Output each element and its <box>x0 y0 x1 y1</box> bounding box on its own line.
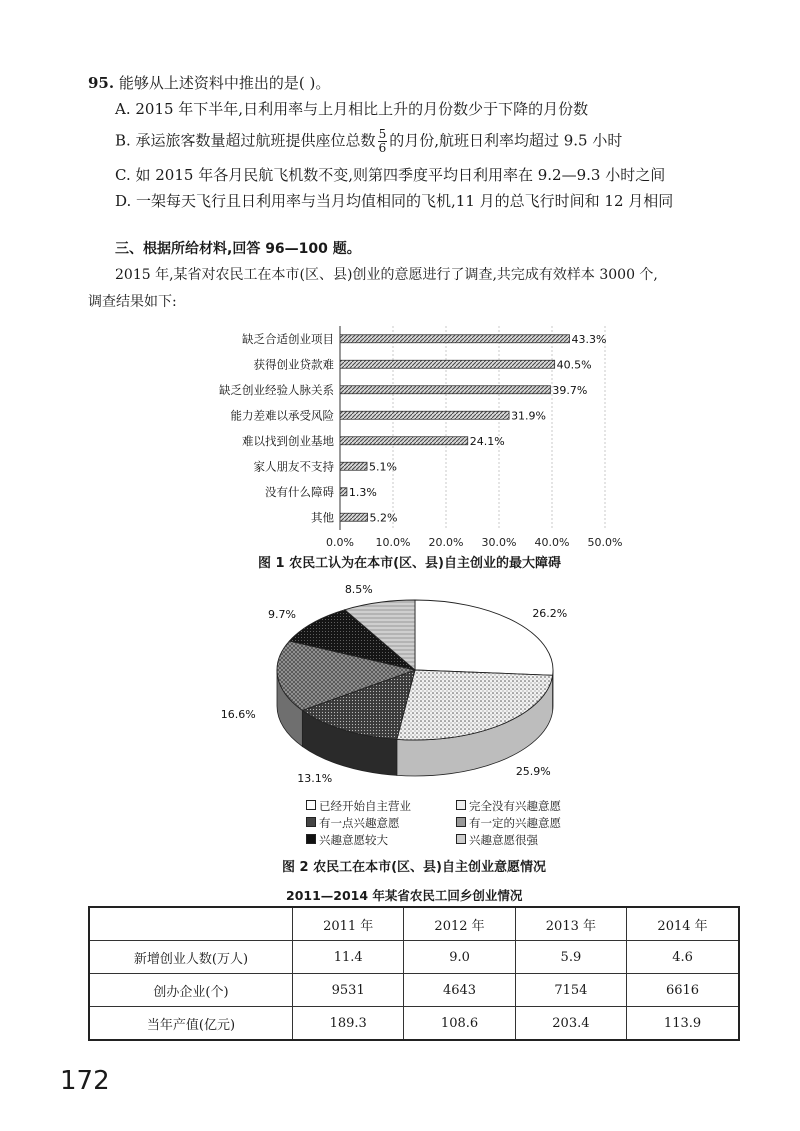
bar <box>340 462 367 470</box>
table-header-row <box>89 907 739 941</box>
question-95-stem <box>88 72 330 93</box>
option-b-fraction <box>378 128 388 155</box>
data-table <box>88 906 740 1041</box>
question-number: 95. <box>88 74 115 92</box>
fraction-numerator: 5 <box>378 127 387 141</box>
legend-swatch <box>306 834 316 844</box>
bar <box>340 488 347 496</box>
x-tick-label: 50.0% <box>587 536 623 549</box>
table-header-cell: 2011 年 <box>293 907 404 941</box>
table-title: 2011—2014 年某省农民工回乡创业情况 <box>286 888 523 903</box>
category-label: 家人朋友不支持 <box>253 459 334 474</box>
table-row <box>89 941 739 974</box>
legend-label: 已经开始自主营业 <box>319 799 411 813</box>
category-label: 能力差难以承受风险 <box>230 408 334 423</box>
table-header-cell: 2013 年 <box>515 907 626 941</box>
category-label: 缺乏合适创业项目 <box>242 331 334 346</box>
section-intro-line2: 调查结果如下: <box>88 294 177 310</box>
option-d: D. 一架每天飞行且日利用率与当月均值相同的飞机,11 月的总飞行时间和 12 月相同 <box>115 192 674 210</box>
legend-label: 完全没有兴趣意愿 <box>469 799 561 813</box>
category-label: 没有什么障碍 <box>265 484 334 499</box>
question-stem-text: 能够从上述资料中推出的是( )。 <box>118 74 331 92</box>
pie-value-label: 26.2% <box>532 606 568 620</box>
bar-value-label: 1.3% <box>348 485 377 499</box>
figure2-title: 图 2 农民工在本市(区、县)自主创业意愿情况 <box>282 860 546 875</box>
bar-value-label: 31.9% <box>511 409 547 423</box>
pie-value-label: 9.7% <box>268 607 296 621</box>
option-c: C. 如 2015 年各月民航飞机数不变,则第四季度平均日利用率在 9.2—9.3 小时之间 <box>115 166 666 184</box>
bar <box>340 411 509 419</box>
pie-chart <box>220 582 600 788</box>
x-tick-label: 0.0% <box>326 536 354 549</box>
bar <box>340 386 550 394</box>
bar <box>340 335 569 343</box>
legend-label: 有一定的兴趣意愿 <box>469 816 561 830</box>
bar-value-label: 40.5% <box>556 358 592 372</box>
legend-swatch <box>306 800 316 810</box>
bar <box>340 437 468 445</box>
table-header-cell <box>89 907 293 941</box>
table-row-label: 当年产值(亿元) <box>89 1007 293 1041</box>
pie-value-label: 8.5% <box>344 582 373 596</box>
table-row-label: 新增创业人数(万人) <box>89 941 293 974</box>
fraction-denominator: 6 <box>378 141 387 155</box>
bar-chart <box>200 322 660 549</box>
table-cell: 6616 <box>627 974 739 1007</box>
table-cell: 9.0 <box>404 941 515 974</box>
table-cell: 203.4 <box>515 1007 626 1041</box>
bar-value-label: 24.1% <box>469 434 505 448</box>
option-b <box>115 128 622 155</box>
table-cell: 4643 <box>404 974 515 1007</box>
table-cell: 108.6 <box>404 1007 515 1041</box>
bar <box>340 360 555 368</box>
page-number: 172 <box>60 1066 110 1096</box>
table-cell: 189.3 <box>293 1007 404 1041</box>
table-header-cell: 2012 年 <box>404 907 515 941</box>
table-row <box>89 1007 739 1041</box>
legend-swatch <box>456 800 466 810</box>
table-header-cell: 2014 年 <box>627 907 739 941</box>
category-label: 其他 <box>311 510 334 525</box>
section-intro-line1: 2015 年,某省对农民工在本市(区、县)创业的意愿进行了调查,共完成有效样本 3000 个, <box>115 267 658 283</box>
pie-chart-marks <box>221 583 568 785</box>
category-label: 缺乏创业经验人脉关系 <box>219 382 334 397</box>
legend-swatch <box>456 817 466 827</box>
category-label: 难以找到创业基地 <box>242 433 334 448</box>
legend-label: 兴趣意愿较大 <box>319 833 388 847</box>
option-b-head: B. 承运旅客数量超过航班提供座位总数 <box>115 131 376 150</box>
legend-item <box>306 832 456 848</box>
bar-value-label: 39.7% <box>552 383 588 397</box>
section-heading: 三、根据所给材料,回答 96—100 题。 <box>115 241 361 257</box>
legend-item <box>306 798 456 814</box>
pie-value-label: 25.9% <box>515 765 551 779</box>
category-label: 获得创业贷款难 <box>253 357 334 372</box>
table-cell: 7154 <box>515 974 626 1007</box>
option-b-tail: 的月份,航班日利率均超过 9.5 小时 <box>389 131 623 150</box>
table-cell: 9531 <box>293 974 404 1007</box>
x-tick-label: 30.0% <box>481 536 517 549</box>
bar-value-label: 43.3% <box>571 332 607 346</box>
legend-swatch <box>306 817 316 827</box>
table-cell: 113.9 <box>627 1007 739 1041</box>
figure2-caption <box>282 856 546 875</box>
x-tick-label: 40.0% <box>534 536 570 549</box>
table-row-label: 创办企业(个) <box>89 974 293 1007</box>
pie-value-label: 16.6% <box>220 707 256 721</box>
table-cell: 5.9 <box>515 941 626 974</box>
pie-value-label: 13.1% <box>297 771 333 785</box>
legend-item <box>306 815 456 831</box>
bar-value-label: 5.2% <box>369 511 398 525</box>
table-cell: 4.6 <box>627 941 739 974</box>
figure1-caption <box>258 552 561 571</box>
table-row <box>89 974 739 1007</box>
legend-item <box>456 815 606 831</box>
table-cell: 11.4 <box>293 941 404 974</box>
bar-chart-grid <box>340 326 605 530</box>
bar <box>340 513 368 521</box>
pie-legend <box>306 798 606 848</box>
legend-item <box>456 798 606 814</box>
legend-swatch <box>456 834 466 844</box>
x-tick-label: 20.0% <box>428 536 464 549</box>
bar-chart-marks <box>219 332 622 549</box>
legend-item <box>456 832 606 848</box>
legend-label: 有一点兴趣意愿 <box>319 816 400 830</box>
figure1-title: 图 1 农民工认为在本市(区、县)自主创业的最大障碍 <box>258 556 561 571</box>
option-a: A. 2015 年下半年,日利用率与上月相比上升的月份数少于下降的月份数 <box>115 100 589 118</box>
legend-label: 兴趣意愿很强 <box>469 833 538 847</box>
x-tick-label: 10.0% <box>375 536 411 549</box>
bar-value-label: 5.1% <box>369 460 397 474</box>
